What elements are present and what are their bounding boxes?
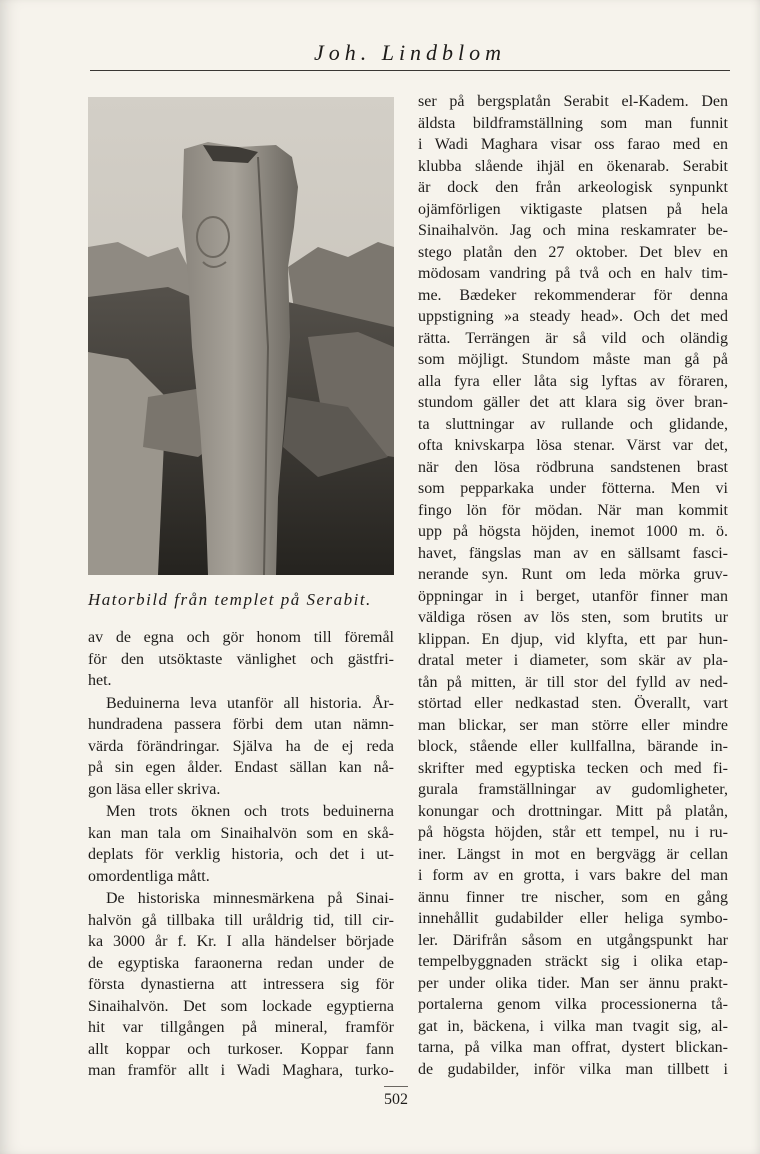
- text-line: gat in, bäckena, i vilka man tvagit sig, al-: [418, 1017, 728, 1035]
- text-line: ser på bergsplatån Serabit el-Kadem. Den: [418, 93, 728, 110]
- text-line: ojämförligen viktigaste platsen på hela: [418, 200, 728, 218]
- text-line: i Wadi Maghara visar oss farao med en: [418, 136, 728, 153]
- text-line: är dock den från arkeologisk synpunkt: [418, 179, 728, 196]
- page-number: 502: [384, 1086, 408, 1109]
- text-line: mödosam vandring på två och en halv tim-: [418, 265, 728, 282]
- text-line: öppningar in i berget, utanför finner man: [418, 587, 728, 605]
- text-line: man framför allt i Wadi Maghara, turko-: [88, 1062, 394, 1079]
- photo-illustration: [88, 97, 394, 575]
- text-line: iner. Längst in mot en bergvägg är cellan: [418, 845, 728, 863]
- text-line: skrifter med egyptiska tecken och med fi-: [418, 759, 728, 777]
- text-line: per under olika tider. Man ser ännu prakt-: [418, 974, 728, 992]
- text-line: klubba slående ihjäl en ökenarab. Serabit: [418, 157, 728, 175]
- text-line: störtad eller nedkastad sten. Överallt, vart: [418, 695, 728, 712]
- text-line: på sin egen ålder. Endast sällan kan nå-: [88, 759, 394, 776]
- text-line: halvön gå tillbaka till uråldrig tid, till cir-: [88, 911, 394, 929]
- text-line: ler. Därifrån såsom en utgångspunkt har: [418, 931, 728, 949]
- text-line: block, stående eller kullfallna, bärande in-: [418, 738, 728, 755]
- left-text-column: [88, 627, 394, 1082]
- text-line: ofta knivskarpa lösa stenar. Värst var det,: [418, 437, 728, 454]
- text-line: klippan. En djup, vid klyfta, ett par hun-: [418, 630, 728, 648]
- text-line: som möjligt. Stundom måste man gå på: [418, 351, 728, 368]
- text-line: tempelbyggnaden sträckt sig i olika etap-: [418, 953, 728, 970]
- figure-caption: Hatorbild från templet på Serabit.: [88, 590, 372, 609]
- text-line: me. Bædeker rekommenderar för denna: [418, 286, 728, 304]
- text-line: i form av en grotta, i vars bakre del man: [418, 867, 728, 884]
- text-line: upp på högsta höjden, inemot 1000 m. ö.: [418, 523, 728, 540]
- text-line: allt koppar och turkoser. Koppar fann: [88, 1040, 394, 1058]
- text-line: man blickar, ser man större eller mindre: [418, 716, 728, 734]
- right-text-column: [418, 91, 728, 1080]
- text-line: ännu finner tre nischer, som en gång: [418, 888, 728, 906]
- text-line: Sinaihalvön. Jag och mina reskamrater be-: [418, 222, 728, 239]
- text-line: hit var tillgången på mineral, framför: [88, 1019, 394, 1036]
- text-line: innehållit gudabilder eller heliga symbo-: [418, 910, 728, 927]
- text-line: het.: [88, 672, 112, 689]
- text-line: som pepparkaka under fötterna. Men vi: [418, 480, 728, 497]
- text-line: Beduinerna leva utanför all historia. År-: [106, 694, 394, 712]
- text-line: havet, fängslas man av en sällsamt fasci-: [418, 544, 728, 562]
- text-line: väldiga rösen av lös sten, som brutits ur: [418, 609, 728, 626]
- text-line: uppstigning »a steady head». Och det med: [418, 308, 728, 325]
- hathor-stele-photograph: [88, 97, 394, 575]
- text-line: stego platån den 27 oktober. Det blev en: [418, 243, 728, 261]
- text-line: gurala framställningar av gudomligheter,: [418, 781, 728, 798]
- text-line: de gudabilder, inför vilka man tillbett i: [418, 1060, 728, 1078]
- text-line: portalerna genom vilka processionerna tå-: [418, 996, 728, 1013]
- text-line: konungar och drottningar. Mitt på platån,: [418, 802, 728, 820]
- text-line: De historiska minnesmärkena på Sinai-: [106, 890, 394, 907]
- text-line: fingo lön för mödan. När man kommit: [418, 501, 728, 519]
- text-line: ta sluttningar av rullande och glidande,: [418, 415, 728, 433]
- text-line: tån på mitten, är till stor del fylld av ned-: [418, 673, 728, 691]
- text-line: gon läsa eller skriva.: [88, 780, 221, 798]
- text-line: på högsta höjden, står ett tempel, nu i ru-: [418, 824, 728, 841]
- text-line: äldsta bildframställning som man funnit: [418, 114, 728, 132]
- text-line: för den utsöktaste vänlighet och gästfri-: [88, 650, 394, 668]
- text-line: ka 3000 år f. Kr. I alla händelser började: [88, 933, 394, 950]
- text-line: alla fyra eller låta sig lyftas av föraren,: [418, 372, 728, 390]
- text-line: första dynastierna att intressera sig för: [88, 976, 394, 993]
- text-line: deplats för verklig historia, och det i ut-: [88, 846, 394, 863]
- text-line: kan man tala om Sinaihalvön som en skå-: [88, 824, 394, 842]
- text-line: de egyptiska faraonerna redan under de: [88, 954, 394, 972]
- running-header: Joh. Lindblom: [313, 40, 507, 65]
- text-line: när den lösa rödbruna sandstenen brast: [418, 458, 728, 476]
- text-line: Men trots öknen och trots beduinerna: [106, 803, 394, 820]
- text-line: nerande syn. Runt om leda mörka gruv-: [418, 566, 728, 583]
- text-line: värda förändringar. Själva ha de ej reda: [88, 737, 394, 755]
- text-line: av de egna och gör honom till föremål: [88, 629, 394, 646]
- text-line: tarna, på vilka man offrat, dystert blickan-: [418, 1039, 728, 1056]
- text-line: stundom gäller det att klara sig över bran-: [418, 394, 728, 411]
- text-line: omordentliga mått.: [88, 867, 210, 885]
- header-rule: [90, 70, 730, 71]
- text-line: hundradena passera förbi dem utan nämn-: [88, 716, 394, 733]
- text-line: dratal meter i diameter, som skär av pla-: [418, 652, 728, 669]
- text-line: rätta. Terrängen är så vild och oländig: [418, 329, 728, 347]
- text-line: Sinaihalvön. Det som lockade egyptierna: [88, 997, 394, 1015]
